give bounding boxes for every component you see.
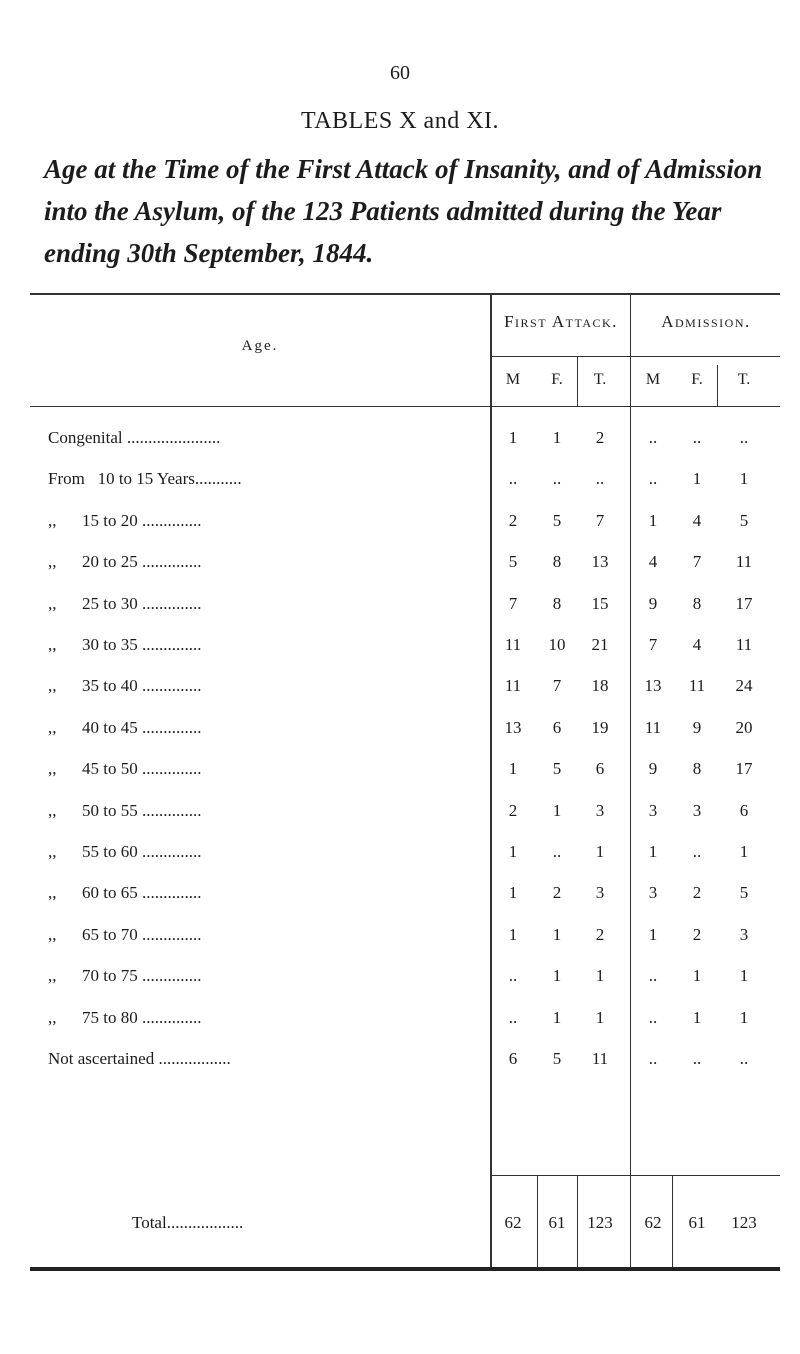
age-row-label: ,, 75 to 80 .............. (48, 1008, 202, 1027)
table-cell: .. (508, 1008, 518, 1027)
table-cell: 1 (739, 469, 749, 488)
table-cell: .. (648, 469, 658, 488)
table-cell: 1 (595, 966, 605, 985)
table-cell: 1 (692, 966, 702, 985)
table-cell: 11 (735, 552, 753, 571)
total-label: Total.................. (132, 1213, 244, 1232)
col-divider-ft (577, 356, 578, 406)
total-divider-2 (577, 1175, 578, 1267)
table-cell: 7 (595, 511, 605, 530)
age-row-label: ,, 25 to 30 .............. (48, 594, 202, 613)
table-cell: 5 (552, 511, 562, 530)
table-cell: 7 (508, 594, 518, 613)
table-cell: 2 (595, 925, 605, 944)
age-row-label: ,, 20 to 25 .............. (48, 552, 202, 571)
table-cell: 9 (648, 594, 658, 613)
table-cell: 1 (648, 511, 658, 530)
col-header-fa-t: T. (593, 371, 607, 388)
table-cell: 8 (692, 594, 702, 613)
table-cell: 19 (591, 718, 609, 737)
table-cell: 2 (552, 883, 562, 902)
age-row-label: ,, 30 to 35 .............. (48, 635, 202, 654)
table-cell: 1 (508, 883, 518, 902)
group-underline (490, 356, 780, 357)
table-cell: .. (595, 469, 605, 488)
table-cell: 1 (692, 1008, 702, 1027)
col-header-fa-m: M (505, 371, 521, 388)
table-cell: 8 (552, 594, 562, 613)
table-cell: 17 (735, 759, 753, 778)
table-cell: 1 (692, 469, 702, 488)
age-row-label: ,, 15 to 20 .............. (48, 511, 202, 530)
table-cell: .. (648, 966, 658, 985)
table-cell: 11 (504, 635, 522, 654)
table-cell: 3 (648, 801, 658, 820)
table-cell: 1 (648, 842, 658, 861)
age-row-label: Congenital ...................... (48, 428, 221, 447)
table-bottom-rule (30, 1267, 780, 1271)
table-cell: 3 (692, 801, 702, 820)
table-cell: 11 (591, 1049, 609, 1068)
table-cell: 11 (735, 635, 753, 654)
age-header: Age. (241, 338, 279, 354)
table-cell: 1 (595, 1008, 605, 1027)
table-cell: 6 (595, 759, 605, 778)
col-header-ad-m: M (645, 371, 661, 388)
table-cell: 11 (504, 676, 522, 695)
table-cell: .. (552, 842, 562, 861)
age-row-label: ,, 45 to 50 .............. (48, 759, 202, 778)
table-cell: 4 (692, 511, 702, 530)
table-cell: .. (648, 428, 658, 447)
table-cell: 1 (508, 842, 518, 861)
table-cell: .. (692, 842, 702, 861)
table-cell: 13 (504, 718, 522, 737)
table-cell: 5 (552, 759, 562, 778)
table-cell: 7 (648, 635, 658, 654)
table-cell: .. (648, 1008, 658, 1027)
table-cell: 10 (548, 635, 566, 654)
total-cell: 62 (644, 1213, 662, 1232)
table-cell: 1 (595, 842, 605, 861)
table-cell: 4 (648, 552, 658, 571)
table-cell: 2 (595, 428, 605, 447)
first-attack-header: First Attack. (504, 312, 618, 331)
table-cell: .. (739, 428, 749, 447)
age-row-label: ,, 40 to 45 .............. (48, 718, 202, 737)
table-cell: 3 (595, 801, 605, 820)
table-cell: 1 (508, 428, 518, 447)
age-row-label: Not ascertained ................. (48, 1049, 231, 1068)
table-cell: 17 (735, 594, 753, 613)
table-cell: 8 (692, 759, 702, 778)
table-cell: .. (508, 966, 518, 985)
col-header-ad-f: F. (691, 371, 703, 388)
table-caption: Age at the Time of the First Attack of Insanity, and of Admission into the Asylum, of the 123 Patients admitted during the Year ending 30th September, 1844. (44, 154, 763, 268)
table-cell: 20 (735, 718, 753, 737)
table-cell: 5 (552, 1049, 562, 1068)
table-cell: 11 (644, 718, 662, 737)
table-cell: .. (552, 469, 562, 488)
group-divider (630, 295, 631, 1267)
age-row-label: ,, 65 to 70 .............. (48, 925, 202, 944)
table-cell: 2 (508, 511, 518, 530)
col-header-ad-t: T. (737, 371, 751, 388)
table-cell: 2 (692, 883, 702, 902)
table-cell: 1 (552, 966, 562, 985)
table-cell: 6 (739, 801, 749, 820)
table-cell: 1 (552, 801, 562, 820)
page-number: 60 (390, 62, 410, 84)
table-cell: 21 (591, 635, 609, 654)
age-row-label: ,, 35 to 40 .............. (48, 676, 202, 695)
total-cell: 62 (504, 1213, 522, 1232)
table-cell: .. (648, 1049, 658, 1068)
table-cell: .. (508, 469, 518, 488)
table-cell: 1 (739, 1008, 749, 1027)
table-cell: 1 (648, 925, 658, 944)
table-cell: 1 (552, 428, 562, 447)
table-cell: .. (739, 1049, 749, 1068)
admission-header: Admission. (661, 312, 751, 331)
age-row-label: ,, 70 to 75 .............. (48, 966, 202, 985)
table-cell: 3 (648, 883, 658, 902)
table-cell: 13 (644, 676, 662, 695)
table-cell: 2 (692, 925, 702, 944)
total-cell: 123 (587, 1213, 613, 1232)
table-cell: 24 (735, 676, 753, 695)
total-cell: 61 (688, 1213, 706, 1232)
table-cell: 8 (552, 552, 562, 571)
total-top-rule (490, 1175, 780, 1176)
age-row-label: ,, 50 to 55 .............. (48, 801, 202, 820)
table-cell: 1 (508, 925, 518, 944)
table-cell: 3 (595, 883, 605, 902)
table-cell: 13 (591, 552, 609, 571)
table-cell: 1 (739, 842, 749, 861)
age-row-label: ,, 60 to 65 .............. (48, 883, 202, 902)
table-cell: 7 (552, 676, 562, 695)
table-cell: 6 (552, 718, 562, 737)
header-bottom-rule (30, 406, 780, 407)
age-row-label: ,, 55 to 60 .............. (48, 842, 202, 861)
table-cell: 5 (739, 511, 749, 530)
table-cell: 9 (648, 759, 658, 778)
table-cell: 11 (688, 676, 706, 695)
total-cell: 61 (548, 1213, 566, 1232)
table-top-rule (30, 293, 780, 295)
col-header-fa-f: F. (551, 371, 563, 388)
table-cell: 1 (739, 966, 749, 985)
table-cell: 6 (508, 1049, 518, 1068)
table-cell: 2 (508, 801, 518, 820)
table-cell: 5 (739, 883, 749, 902)
table-cell: 1 (552, 925, 562, 944)
col-divider-at (717, 365, 718, 407)
table-cell: 7 (692, 552, 702, 571)
age-row-label: From 10 to 15 Years........... (48, 469, 242, 488)
table-cell: .. (692, 1049, 702, 1068)
table-cell: 18 (591, 676, 609, 695)
tables-heading: TABLES X and XI. (300, 108, 500, 134)
age-column-divider (490, 295, 492, 1267)
table-cell: 3 (739, 925, 749, 944)
table-cell: .. (692, 428, 702, 447)
table-cell: 15 (591, 594, 609, 613)
total-cell: 123 (731, 1213, 757, 1232)
table-cell: 1 (508, 759, 518, 778)
table-cell: 5 (508, 552, 518, 571)
table-cell: 4 (692, 635, 702, 654)
table-cell: 9 (692, 718, 702, 737)
table-cell: 1 (552, 1008, 562, 1027)
